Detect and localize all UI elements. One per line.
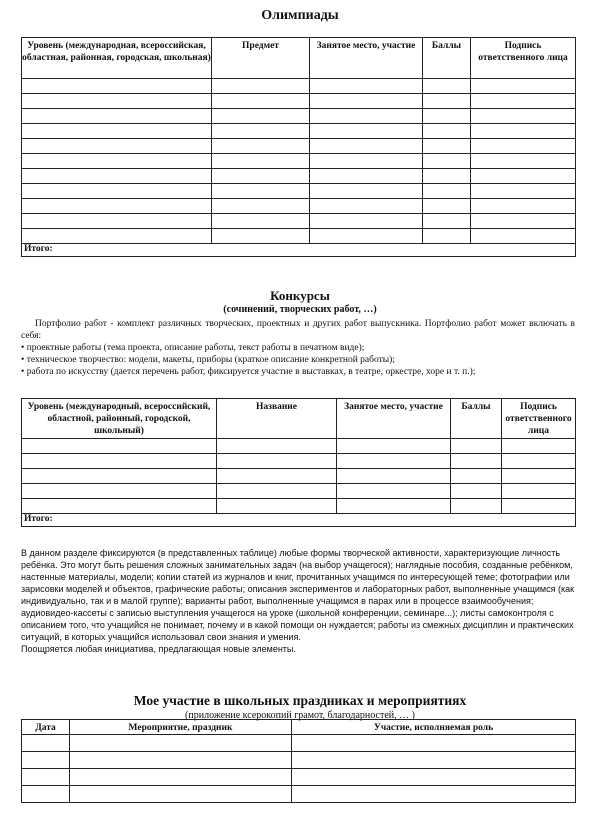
events-col-date: Дата [22,720,70,735]
events-title: Мое участие в школьных праздниках и мероприятиях [133,693,467,708]
table-cell[interactable] [471,214,576,229]
table-cell[interactable] [471,169,576,184]
table-cell[interactable] [217,454,337,469]
contests-col-signature: Подпись ответственного лица [502,399,576,439]
table-row [22,94,576,109]
table-cell[interactable] [423,214,471,229]
contests-col-place: Занятое место, участие [337,399,451,439]
table-row [22,769,576,786]
table-cell[interactable] [502,484,576,499]
table-row [22,124,576,139]
table-cell[interactable] [22,229,212,244]
table-cell[interactable] [451,454,502,469]
table-cell[interactable] [310,229,423,244]
table-cell[interactable] [471,154,576,169]
olympiads-col-score: Баллы [423,38,471,79]
table-row [22,229,576,244]
contests-total-row [22,514,576,527]
table-cell[interactable] [70,752,292,769]
table-cell[interactable] [217,439,337,454]
table-cell[interactable] [310,169,423,184]
table-cell[interactable] [337,454,451,469]
contests-bullets [21,342,575,378]
table-cell[interactable] [310,124,423,139]
contests-total-label: Итого: [22,514,576,527]
table-cell[interactable] [423,79,471,94]
table-row [22,752,576,769]
table-cell[interactable] [217,499,337,514]
table-cell[interactable] [212,154,310,169]
table-cell[interactable] [310,94,423,109]
table-row [22,469,576,484]
table-cell[interactable] [292,752,576,769]
table-cell[interactable] [212,139,310,154]
contests-bullet: • техническое творчество: модели, макеты, приборы (краткое описание конкретной работы); [21,354,575,366]
table-cell[interactable] [310,184,423,199]
table-cell[interactable] [22,439,217,454]
table-cell[interactable] [212,79,310,94]
table-row [22,184,576,199]
table-cell[interactable] [22,199,212,214]
table-cell[interactable] [22,184,212,199]
olympiads-total-row [22,244,576,257]
table-cell[interactable] [22,454,217,469]
table-cell[interactable] [22,484,217,499]
olympiads-title: Олимпиады [261,8,339,23]
table-cell[interactable] [423,154,471,169]
table-cell[interactable] [217,484,337,499]
events-subtitle: (приложение ксерокопий грамот, благодарностей, … ) [185,710,415,721]
table-cell[interactable] [212,214,310,229]
table-row [22,735,576,752]
table-cell[interactable] [471,109,576,124]
table-cell[interactable] [22,154,212,169]
table-cell[interactable] [292,735,576,752]
table-cell[interactable] [423,184,471,199]
table-cell[interactable] [451,469,502,484]
olympiads-col-subject: Предмет [212,38,310,79]
table-cell[interactable] [502,454,576,469]
events-col-role: Участие, исполняемая роль [292,720,576,735]
table-row [22,439,576,454]
table-cell[interactable] [22,769,70,786]
table-cell[interactable] [471,199,576,214]
contests-note: В данном разделе фиксируются (в представленных таблице) любые формы творческой активности, характеризующие личность ребёнка. Это могут быть решения сложных занимательных задач (на выбор учащегося); наглядные пособия, созданные ребёнком, настенные материалы, модели; копии статей из журналов и книг, прочитанных учащимся по интересующей теме; фотографии или зарисовки моделей и объектов, графические работы; описания экспериментов и лабораторных работ, выполненные учащимся (как индивидуально, так и в малой группе); варианты работ, выполненные учащимся в парах или в процессе взаимообучения; аудиовидео-кассеты с записью выступления учащегося на уроке (школьной конференции, семинаре...); листы самоконтроля с описанием того, что учащийся не понимает, почему и в какой помощи он нуждается; работы из смежных дисциплин и практических ситуаций, в которых учащийся использовал свои знания и умения. [21,548,575,642]
table-cell[interactable] [310,214,423,229]
table-cell[interactable] [423,169,471,184]
table-row [22,199,576,214]
table-cell[interactable] [22,735,70,752]
table-cell[interactable] [451,439,502,454]
table-cell[interactable] [212,169,310,184]
table-cell[interactable] [471,94,576,109]
table-cell[interactable] [212,229,310,244]
contests-bullet: • проектные работы (тема проекта, описание работы, текст работы в печатном виде); [21,342,575,354]
table-cell[interactable] [212,184,310,199]
table-row [22,499,576,514]
events-table [21,719,576,803]
contests-header-row [22,399,576,439]
table-cell[interactable] [471,124,576,139]
contests-subtitle: (сочинений, творческих работ, …) [223,304,377,315]
table-cell[interactable] [70,769,292,786]
table-cell[interactable] [22,499,217,514]
olympiads-col-signature: Подпись ответственного лица [471,38,576,79]
table-cell[interactable] [337,469,451,484]
table-cell[interactable] [22,752,70,769]
table-cell[interactable] [22,469,217,484]
table-cell[interactable] [212,94,310,109]
table-cell[interactable] [310,199,423,214]
table-cell[interactable] [423,124,471,139]
table-cell[interactable] [22,124,212,139]
table-cell[interactable] [22,786,70,803]
contests-col-score: Баллы [451,399,502,439]
table-cell[interactable] [423,139,471,154]
table-row [22,454,576,469]
table-cell[interactable] [310,109,423,124]
table-cell[interactable] [22,109,212,124]
table-cell[interactable] [70,786,292,803]
table-cell[interactable] [423,109,471,124]
table-row [22,786,576,803]
table-row [22,214,576,229]
table-cell[interactable] [337,499,451,514]
table-cell[interactable] [337,439,451,454]
table-row [22,109,576,124]
table-cell[interactable] [22,94,212,109]
table-cell[interactable] [310,154,423,169]
table-row [22,79,576,94]
contests-title: Конкурсы [270,288,330,303]
table-row [22,169,576,184]
table-cell[interactable] [292,786,576,803]
table-cell[interactable] [212,199,310,214]
table-cell[interactable] [212,109,310,124]
table-cell[interactable] [423,199,471,214]
table-cell[interactable] [451,484,502,499]
table-cell[interactable] [423,229,471,244]
table-cell[interactable] [310,139,423,154]
contests-note-2: Поощряется любая инициатива, предлагающая новые элементы. [21,644,296,654]
events-col-event: Мероприятие, праздник [70,720,292,735]
table-cell[interactable] [22,214,212,229]
contests-bullet: • работа по искусству (дается перечень работ, фиксируется участие в выставках, в театре, оркестре, хоре и т. п.); [21,366,575,378]
events-header-row [22,720,576,735]
table-row [22,484,576,499]
table-cell[interactable] [471,184,576,199]
table-cell[interactable] [471,79,576,94]
table-cell[interactable] [292,769,576,786]
contests-table [21,398,576,527]
contests-intro-block [21,318,575,378]
contests-col-name: Название [217,399,337,439]
table-cell[interactable] [310,79,423,94]
table-cell[interactable] [423,94,471,109]
olympiads-col-level: Уровень (международная, всероссийская, областная, районная, городская, школьная) [22,38,212,79]
table-cell[interactable] [70,735,292,752]
table-cell[interactable] [217,469,337,484]
table-cell[interactable] [22,79,212,94]
table-cell[interactable] [471,229,576,244]
table-cell[interactable] [22,169,212,184]
table-cell[interactable] [502,469,576,484]
table-cell[interactable] [471,139,576,154]
table-cell[interactable] [451,499,502,514]
olympiads-header-row [22,38,576,79]
table-cell[interactable] [212,124,310,139]
olympiads-col-place: Занятое место, участие [310,38,423,79]
contests-note-block [21,547,575,655]
olympiads-table [21,37,576,257]
contests-intro: Портфолио работ - комплект различных творческих, проектных и других работ выпускника. Портфолио работ может включать в себя: [21,319,575,341]
table-cell[interactable] [22,139,212,154]
olympiads-total-label: Итого: [22,244,576,257]
table-row [22,154,576,169]
table-cell[interactable] [337,484,451,499]
table-cell[interactable] [502,439,576,454]
contests-col-level: Уровень (международный, всероссийский, областной, районный, городской, школьный) [22,399,217,439]
table-cell[interactable] [502,499,576,514]
table-row [22,139,576,154]
